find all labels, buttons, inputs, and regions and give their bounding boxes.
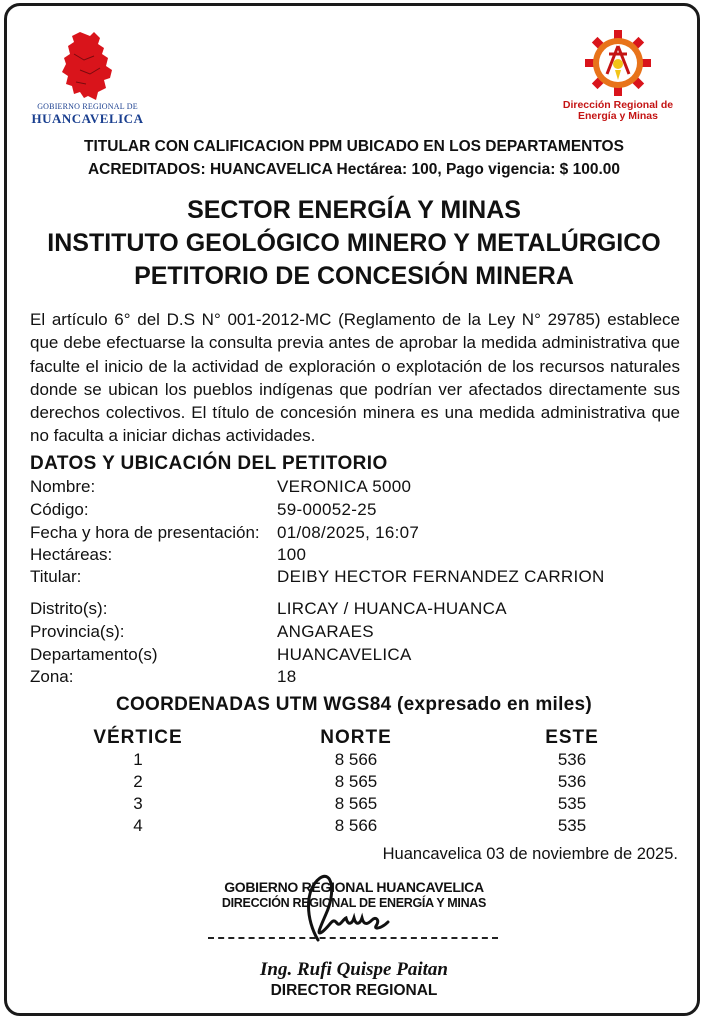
cell-norte: 8 566 (334, 816, 378, 835)
detail-value: DEIBY HECTOR FERNANDEZ CARRION (277, 567, 605, 586)
logo-left-line2: HUANCAVELICA (31, 111, 144, 126)
detail-value: ANGARAES (277, 622, 374, 641)
detail-value: 01/08/2025, 16:07 (277, 523, 420, 542)
cell-este: 535 (557, 794, 587, 813)
signature-org-line-2: DIRECCIÓN REGIONAL DE ENERGÍA Y MINAS (221, 896, 487, 910)
cell-vertice: 3 (133, 794, 143, 813)
detail-value: LIRCAY / HUANCA-HUANCA (277, 599, 507, 618)
signature-org-line-1: GOBIERNO REGIONAL HUANCAVELICA (224, 879, 484, 895)
detail-value: 18 (277, 667, 297, 686)
detail-label: Titular: (30, 567, 82, 586)
cell-este: 536 (557, 750, 587, 769)
logo-right-line2: Energía y Minas (578, 110, 658, 122)
signatory-name: Ing. Rufi Quispe Paitan (260, 959, 448, 980)
detail-label: Distrito(s): (30, 599, 108, 618)
detail-label: Hectáreas: (30, 545, 113, 564)
detail-value: VERONICA 5000 (277, 477, 412, 496)
detail-value: 100 (277, 545, 307, 564)
detail-label: Departamento(s) (30, 645, 158, 664)
detail-label: Fecha y hora de presentación: (30, 523, 260, 542)
title-line-3: PETITORIO DE CONCESIÓN MINERA (134, 262, 574, 290)
gear-emblem-icon (585, 30, 651, 96)
detail-label: Código: (30, 500, 89, 519)
cell-este: 535 (557, 816, 587, 835)
cell-vertice: 4 (133, 816, 143, 835)
dre-logo (548, 30, 688, 122)
cell-norte: 8 566 (334, 750, 378, 769)
detail-label: Provincia(s): (30, 622, 125, 641)
logo-right-line1: Dirección Regional de (562, 99, 674, 111)
title-line-2: INSTITUTO GEOLÓGICO MINERO Y METALÚRGICO (47, 229, 661, 257)
header-line-2: ACREDITADOS: HUANCAVELICA Hectárea: 100, Pago vigencia: $ 100.00 (87, 161, 621, 178)
huancavelica-map-icon (60, 30, 116, 100)
date-line: Huancavelica 03 de noviembre de 2025. (382, 845, 678, 863)
cell-norte: 8 565 (334, 772, 378, 791)
cell-este: 536 (557, 772, 587, 791)
detail-label: Zona: (30, 667, 74, 686)
signatory-role: DIRECTOR REGIONAL (270, 982, 438, 999)
legal-paragraph: El artículo 6° del D.S N° 001-2012-MC (Reglamento de la Ley N° 29785) establece que debe efectuarse la consulta previa antes de aprobar la medida administrativa que faculte el inicio de la actividad de exploración o explotación de los recursos naturales donde se ubican los pueblos indígenas que podrían ver afectados directamente sus derechos colectivos. El título de concesión minera es una medida administrativa que no faculta a iniciar dichas actividades. (30, 310, 680, 446)
detail-label: Nombre: (30, 477, 96, 496)
header-line-1: TITULAR CON CALIFICACION PPM UBICADO EN LOS DEPARTAMENTOS (84, 138, 624, 155)
col-header-norte: NORTE (320, 727, 392, 748)
detail-value: 59-00052-25 (277, 500, 377, 519)
col-header-vertice: VÉRTICE (93, 727, 183, 748)
cell-vertice: 1 (133, 750, 143, 769)
gobierno-regional-logo (30, 30, 145, 130)
cell-norte: 8 565 (334, 794, 378, 813)
cell-vertice: 2 (133, 772, 143, 791)
signature-line (208, 937, 498, 939)
coordinates-title: COORDENADAS UTM WGS84 (expresado en miles) (115, 694, 593, 715)
section-title: DATOS Y UBICACIÓN DEL PETITORIO (30, 453, 388, 474)
col-header-este: ESTE (545, 727, 599, 748)
logo-left-line1: GOBIERNO REGIONAL DE (37, 102, 138, 111)
detail-value: HUANCAVELICA (277, 645, 412, 664)
title-line-1: SECTOR ENERGÍA Y MINAS (187, 196, 521, 224)
